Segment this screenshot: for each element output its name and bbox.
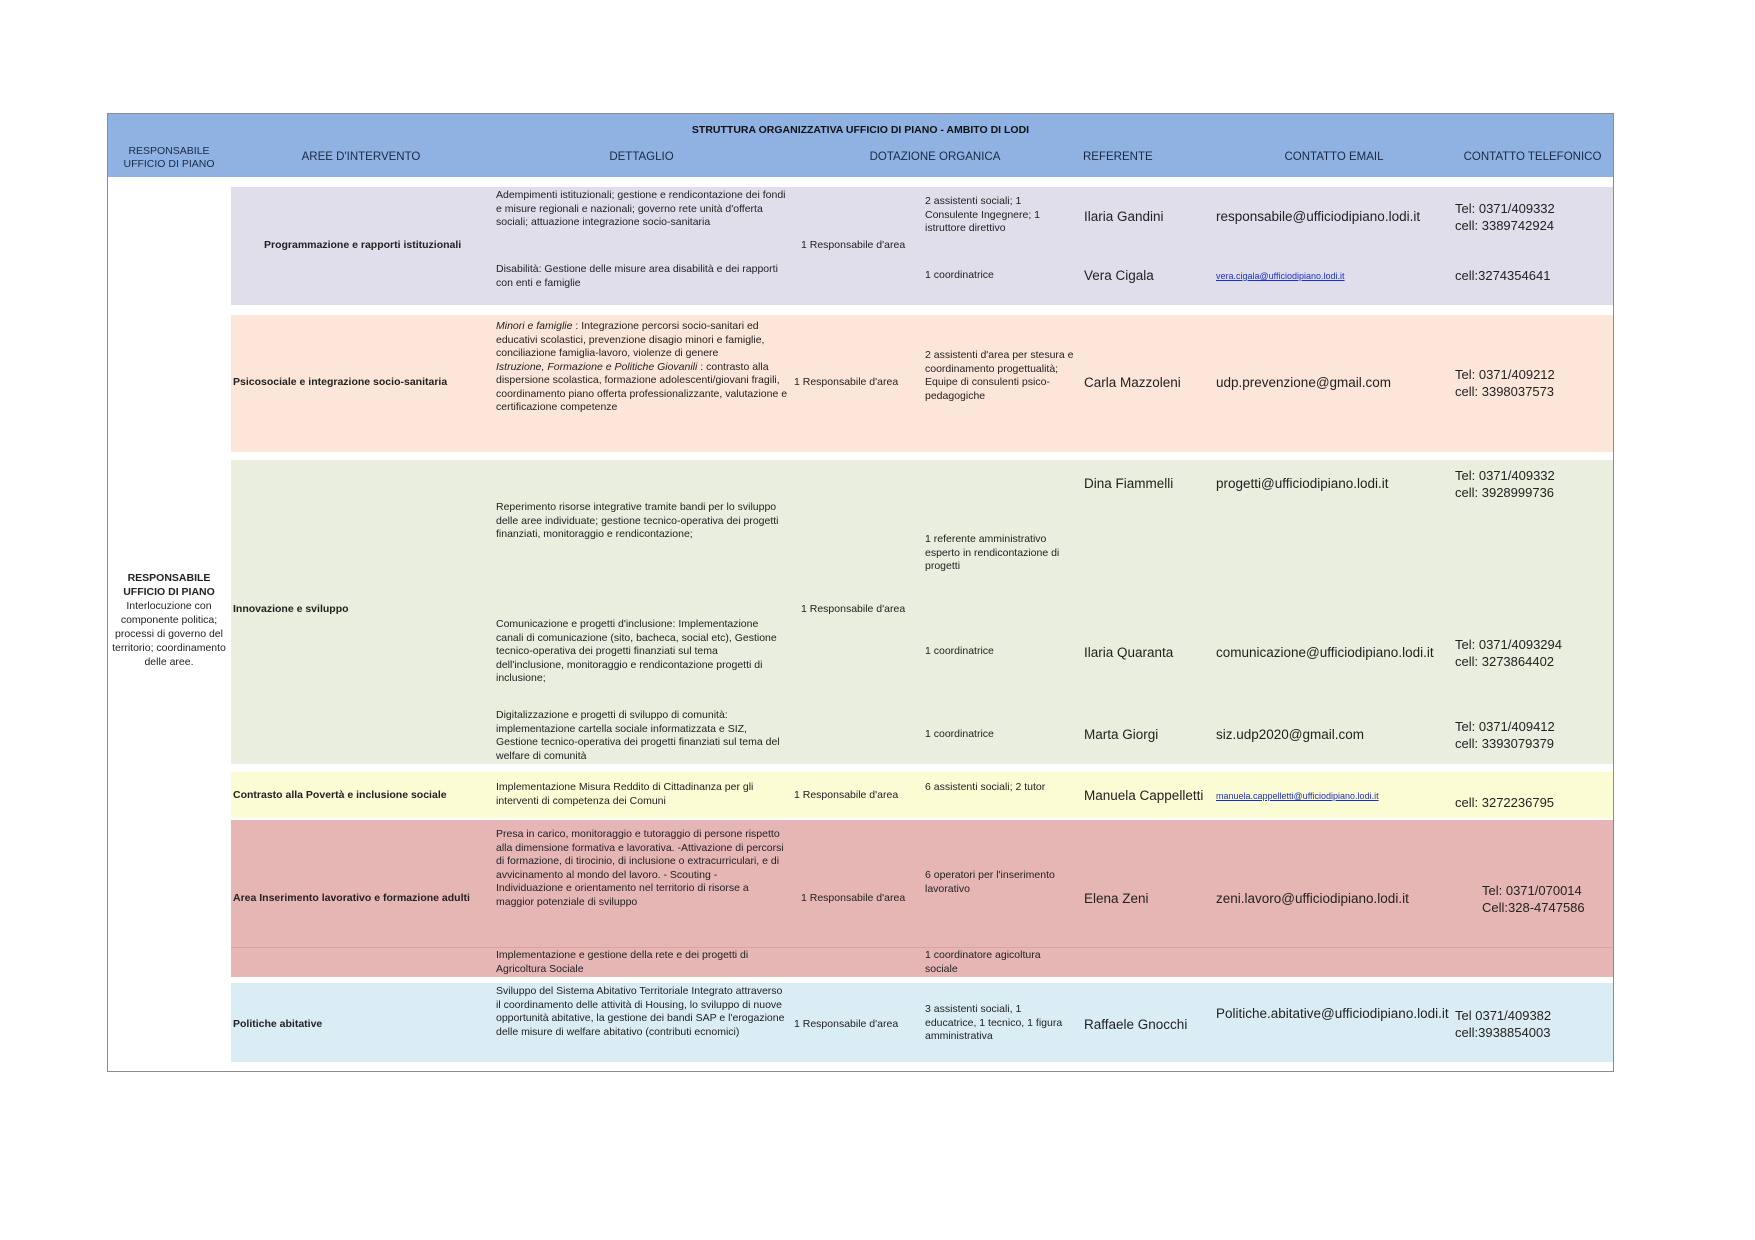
header-aree: AREE D'INTERVENTO [301,151,421,163]
cell-zeni: Cell:328-4747586 [1482,900,1585,915]
dettaglio-programmazione-1: Adempimenti istituzionali; gestione e rendicontazione dei fondi e misure regionali e nazionali; governo rete unità d'offerta sociali; attuazione integrazione socio-sanitaria [496,189,786,228]
cell-cigala: cell:3274354641 [1455,268,1551,283]
header-email: CONTATTO EMAIL [1284,151,1384,163]
area-abitative: Politiche abitative [233,1018,323,1030]
organico-lavoro-2: 1 coordinatore agicoltura sociale [925,949,1041,975]
tel-gandini: Tel: 0371/409332 [1455,201,1555,216]
cell-cappelletti: cell: 3272236795 [1455,795,1555,810]
header-telefono: CONTATTO TELEFONICO [1463,151,1602,163]
tel-fiammelli: Tel: 0371/409332 [1455,468,1555,483]
dettaglio-poverta: Implementazione Misura Reddito di Cittadinanza per gli interventi di competenza dei Comuni [496,781,754,807]
dettaglio-psicosociale [496,320,788,415]
dettaglio-abitative: Sviluppo del Sistema Abitativo Territoriale Integrato attraverso il coordinamento delle attività di Housing, lo sviluppo di nuove opportunità abitative, la gestione dei bandi SAP e l'erogazione delle misure di welfare abitativo (contributi ecnomici) [496,985,785,1038]
referente-mazzoleni: Carla Mazzoleni [1084,375,1181,390]
header-dotazione: DOTAZIONE ORGANICA [869,151,1001,163]
responsabile-desc: Interlocuzione con componente politica; processi di governo del territorio; coordinamento delle aree. [112,600,226,668]
tel-gnocchi: Tel 0371/409382 [1455,1008,1552,1023]
dotazione-abitative: 1 Responsabile d'area [794,1018,899,1030]
email-quaranta[interactable]: comunicazione@ufficiodipiano.lodi.it [1216,645,1434,660]
dotazione-programmazione: 1 Responsabile d'area [801,239,906,251]
lavoro-divider [231,947,1613,948]
organico-poverta: 6 assistenti sociali; 2 tutor [925,781,1046,793]
dettaglio-lavoro: Presa in carico, monitoraggio e tutoraggio di persone rispetto alla dimensione formativa e lavorativa. -Attivazione di percorsi di formazione, di tirocinio, di inclusione o extracurriculari, e di avvicinamento al mondo del lavoro. - Scouting - Individuazione e orientamento nel territorio di risorse a maggior potenziale di sviluppo [496,828,784,908]
email-fiammelli[interactable]: progetti@ufficiodipiano.lodi.it [1216,476,1389,491]
referente-giorgi: Marta Giorgi [1084,727,1159,742]
label-istruzione: Istruzione, Formazione e Politiche Giovanili [496,360,698,373]
dotazione-innovazione: 1 Responsabile d'area [801,603,906,615]
area-psicosociale: Psicosociale e integrazione socio-sanitaria [233,376,448,388]
referente-cappelletti: Manuela Cappelletti [1084,788,1204,803]
tel-mazzoleni: Tel: 0371/409212 [1455,367,1555,382]
referente-gandini: Ilaria Gandini [1084,209,1164,224]
cell-gandini: cell: 3389742924 [1455,218,1555,233]
table-title: STRUTTURA ORGANIZZATIVA UFFICIO DI PIANO - AMBITO DI LODI [691,124,1030,136]
area-innovazione: Innovazione e sviluppo [233,603,349,615]
referente-zeni: Elena Zeni [1084,891,1149,906]
cell-quaranta: cell: 3273864402 [1455,654,1555,669]
referente-quaranta: Ilaria Quaranta [1084,645,1174,660]
organico-programmazione-2: 1 coordinatrice [925,269,994,281]
organico-programmazione-1: 2 assistenti sociali; 1 Consulente Ingegnere; 1 istruttore direttivo [925,195,1041,234]
referente-cigala: Vera Cigala [1084,268,1154,283]
text-minori: : Integrazione percorsi socio-sanitari ed educativi scolastici, prevenzione disagio minori e famiglie, conciliazione famiglia-lavoro, violenze di genere [496,320,765,359]
dettaglio-lavoro-2: Implementazione e gestione della rete e dei progetti di Agricoltura Sociale [496,949,749,975]
email-giorgi[interactable]: siz.udp2020@gmail.com [1216,727,1365,742]
area-poverta: Contrasto alla Povertà e inclusione sociale [233,789,447,801]
responsabile-title: RESPONSABILE UFFICIO DI PIANO [123,572,215,598]
tel-zeni: Tel: 0371/070014 [1482,883,1582,898]
label-minori: Minori e famiglie [496,320,573,332]
email-cappelletti-link[interactable]: manuela.cappelletti@ufficiodipiano.lodi.it [1216,791,1379,801]
email-cigala-link[interactable]: vera.cigala@ufficiodipiano.lodi.it [1216,271,1345,281]
dotazione-poverta: 1 Responsabile d'area [794,789,899,801]
cell-gnocchi: cell:3938854003 [1455,1025,1551,1040]
dettaglio-innovazione-2: Comunicazione e progetti d'inclusione: Implementazione canali di comunicazione (sito, bacheca, social etc), Gestione tecnico-operativa dei progetti finanziati sul tema dell'inclusione, monitoraggio e rendicontazione progetti di inclusione; [496,618,777,684]
dettaglio-innovazione-3: Digitalizzazione e progetti di sviluppo di comunità: implementazione cartella sociale informatizzata e SIZ, Gestione tecnico-operativa dei progetti finanziati sul tema del welfare di comunità [496,709,780,762]
area-lavoro: Area Inserimento lavorativo e formazione adulti [233,892,470,904]
organico-innovazione-1: 1 referente amministrativo esperto in rendicontazione di progetti [925,533,1060,572]
cell-mazzoleni: cell: 3398037573 [1455,384,1555,399]
dotazione-psicosociale: 1 Responsabile d'area [794,376,899,388]
cell-giorgi: cell: 3393079379 [1455,736,1555,751]
organico-innovazione-2: 1 coordinatrice [925,645,994,657]
header-dettaglio: DETTAGLIO [609,151,674,163]
header-responsabile: RESPONSABILE UFFICIO DI PIANO [123,145,215,170]
responsabile-cell [112,571,226,669]
organico-abitative: 3 assistenti sociali, 1 educatrice, 1 tecnico, 1 figura amministrativa [925,1003,1063,1042]
area-programmazione: Programmazione e rapporti istituzionali [264,239,462,251]
dotazione-lavoro: 1 Responsabile d'area [801,892,906,904]
organico-psicosociale: 2 assistenti d'area per stesura e coordinamento progettualità; Equipe di consulenti psico-pedagogiche [925,349,1074,402]
header-referente: REFERENTE [1083,151,1153,163]
referente-fiammelli: Dina Fiammelli [1084,476,1174,491]
dettaglio-programmazione-2: Disabilità: Gestione delle misure area disabilità e dei rapporti con enti e famiglie [496,263,778,289]
tel-giorgi: Tel: 0371/409412 [1455,719,1555,734]
dettaglio-innovazione-1: Reperimento risorse integrative tramite bandi per lo sviluppo delle aree individuate; gestione tecnico-operativa dei progetti finanziati, monitoraggio e rendicontazione; [496,501,779,540]
email-gandini[interactable]: responsabile@ufficiodipiano.lodi.it [1216,209,1421,224]
referente-gnocchi: Raffaele Gnocchi [1084,1017,1188,1032]
organico-lavoro: 6 operatori per l'inserimento lavorativo [925,869,1055,895]
email-mazzoleni[interactable]: udp.prevenzione@gmail.com [1216,375,1392,390]
text-istruzione: : contrasto alla dispersione scolastica, formazione adolescenti/giovani fragili, coordinamento piano offerta professionalizzante, valutazione e certificazione competenze [496,360,788,413]
email-gnocchi[interactable]: Politiche.abitative@ufficiodipiano.lodi.it [1216,1006,1449,1021]
organico-innovazione-3: 1 coordinatrice [925,728,994,740]
cell-fiammelli: cell: 3928999736 [1455,485,1555,500]
tel-quaranta: Tel: 0371/4093294 [1455,637,1562,652]
email-zeni[interactable]: zeni.lavoro@ufficiodipiano.lodi.it [1216,891,1409,906]
